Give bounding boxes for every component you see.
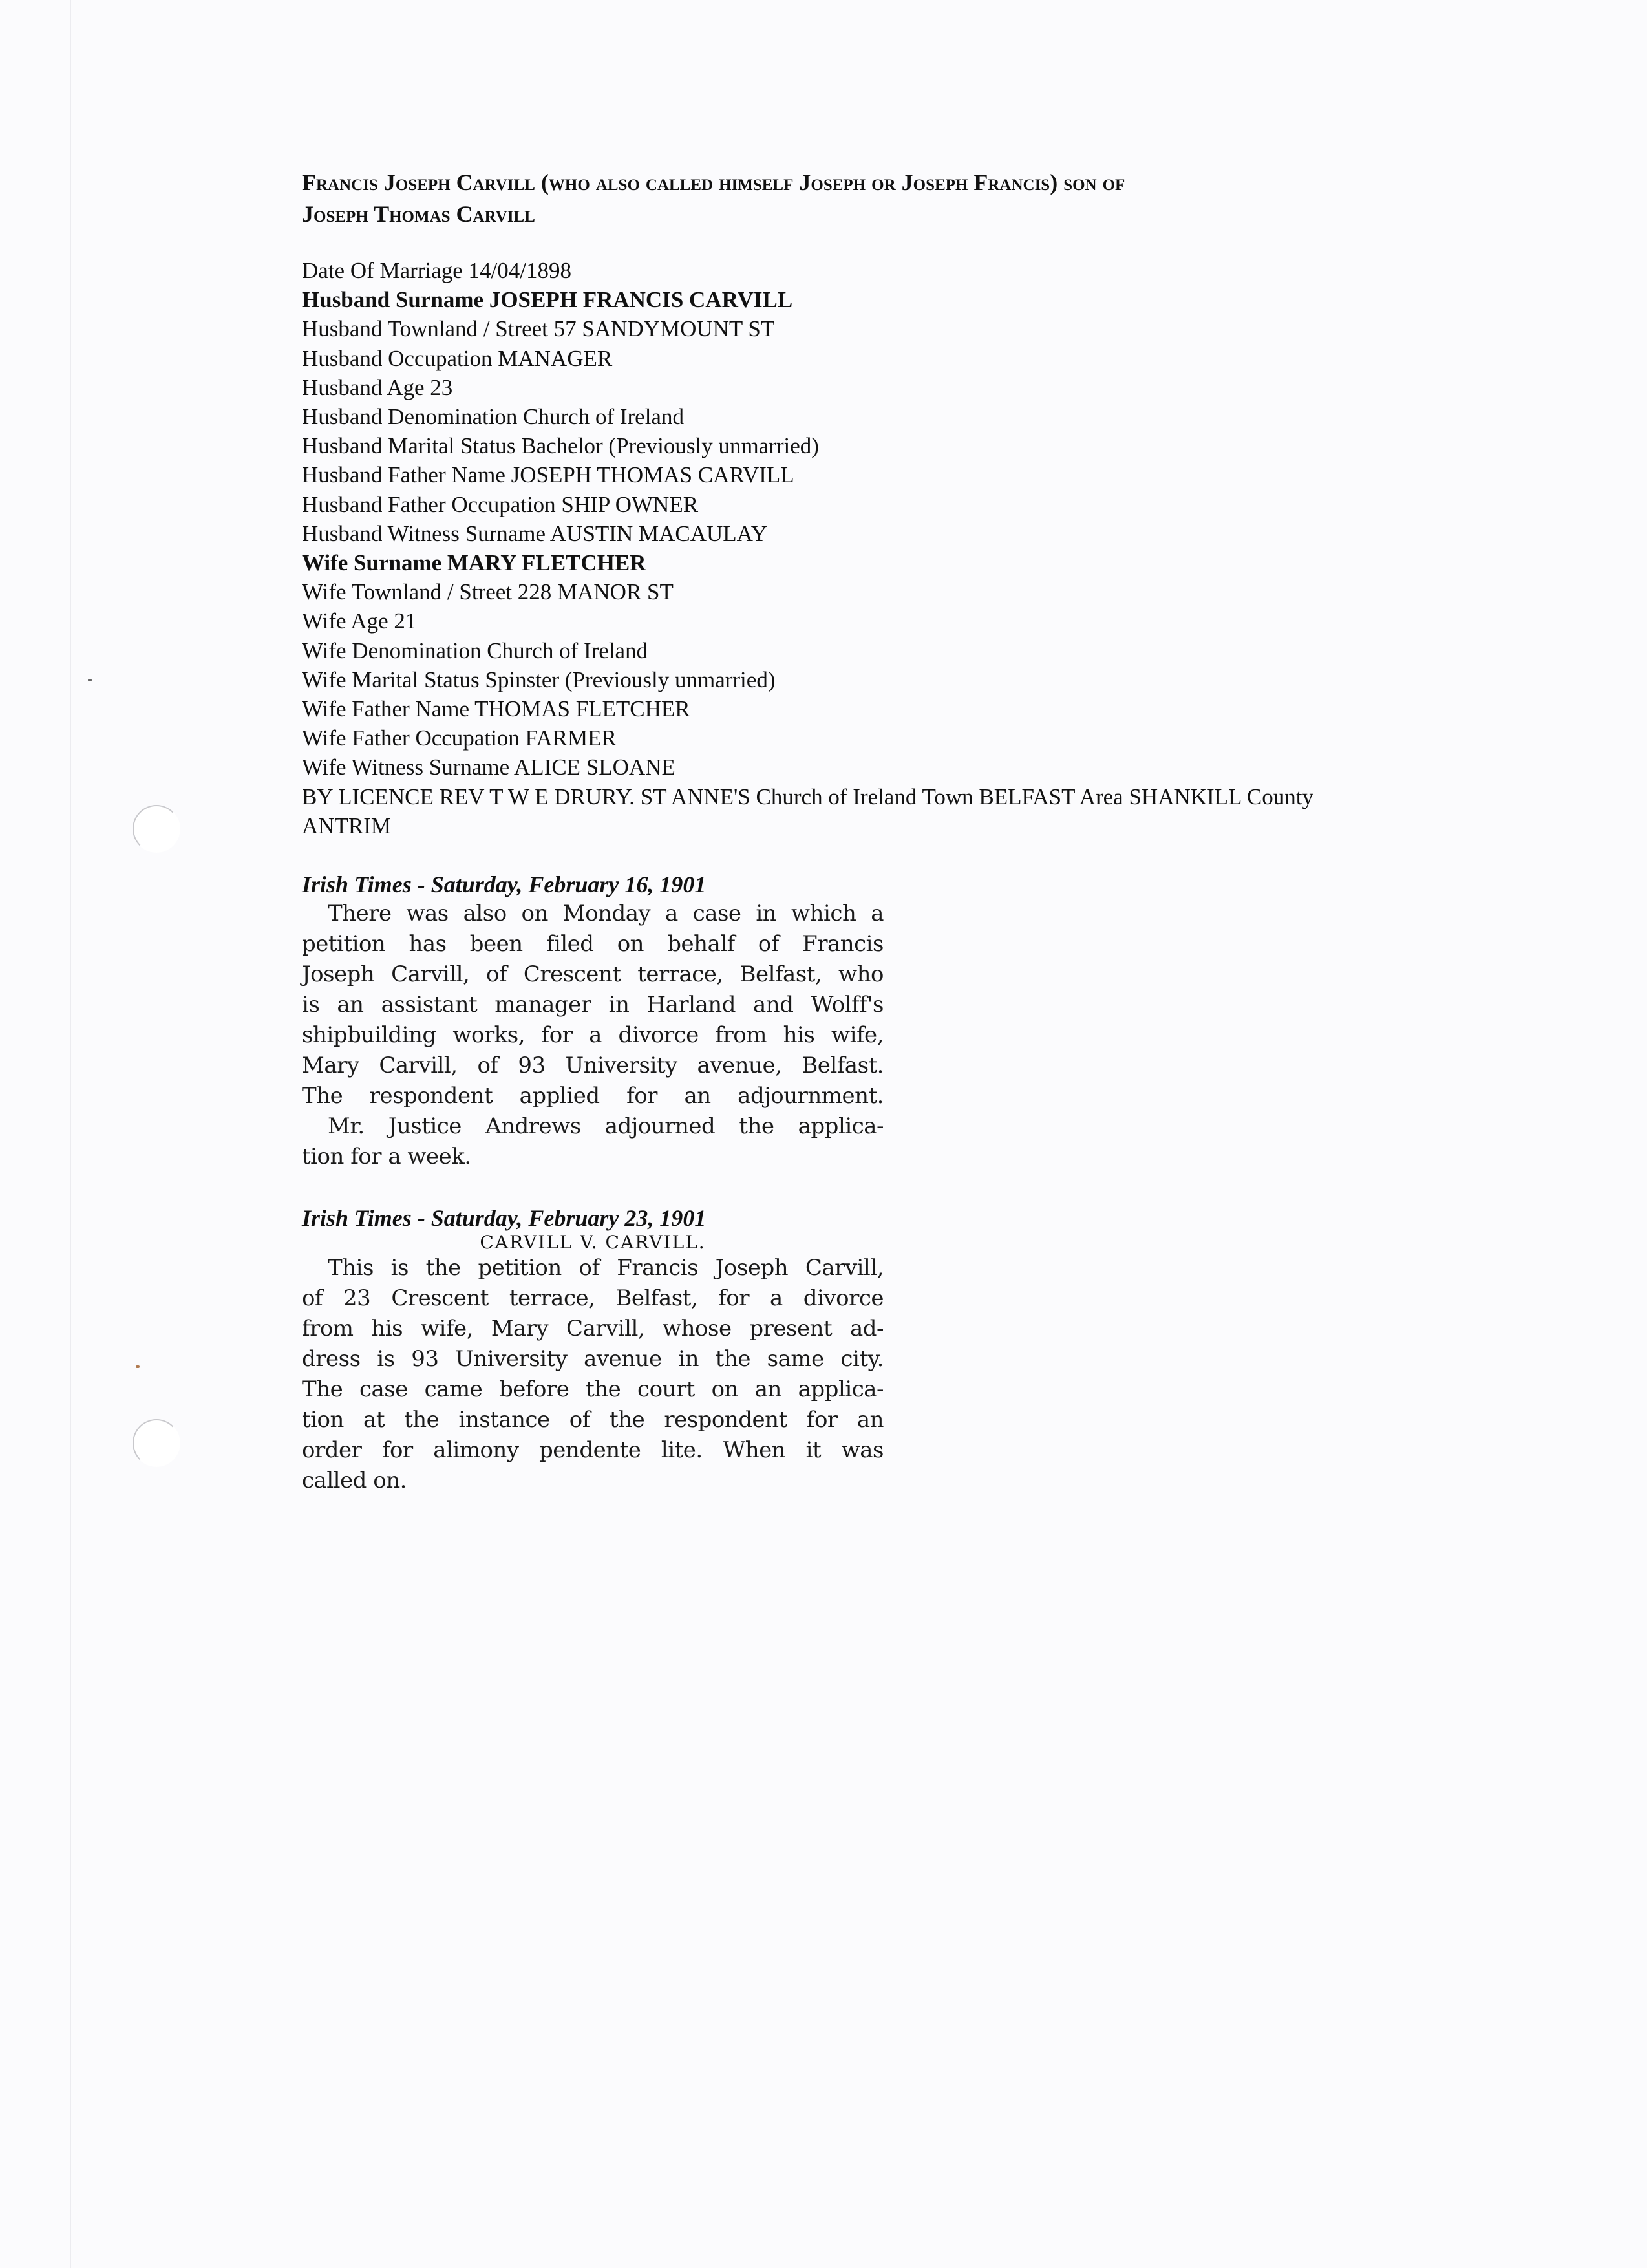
record-field: Date Of Marriage 14/04/1898	[302, 258, 571, 283]
clipping-line: of 23 Crescent terrace, Belfast, for a divorce	[302, 1285, 884, 1311]
clipping-line: dress is 93 University avenue in the same city.	[302, 1346, 884, 1372]
record-field: Wife Father Occupation FARMER	[302, 725, 617, 751]
clipping-line: The respondent applied for an adjournment.	[302, 1083, 884, 1109]
record-field: Husband Father Name JOSEPH THOMAS CARVILL	[302, 462, 794, 488]
record-field: Husband Marital Status Bachelor (Previously unmarried)	[302, 433, 819, 459]
clipping-line: from his wife, Mary Carvill, whose present ad-	[302, 1316, 884, 1342]
scan-speck	[88, 679, 92, 681]
punch-hole	[133, 805, 180, 853]
clipping-body	[302, 1253, 884, 1496]
clipping-line: tion for a week.	[302, 1144, 471, 1170]
punch-hole	[133, 1419, 180, 1467]
title-line: Joseph Thomas Carvill	[302, 201, 535, 227]
record-field: Wife Marital Status Spinster (Previously unmarried)	[302, 667, 776, 692]
record-field: Husband Age 23	[302, 374, 453, 400]
clipping-line: order for alimony pendente lite. When it was	[302, 1437, 884, 1463]
clipping-body	[302, 899, 884, 1172]
record-field: Wife Denomination Church of Ireland	[302, 637, 648, 663]
clipping-line: petition has been filed on behalf of Francis	[302, 931, 884, 957]
record-field: Husband Occupation MANAGER	[302, 345, 613, 371]
clipping-line: Mary Carvill, of 93 University avenue, Belfast.	[302, 1053, 884, 1078]
clipping-line: shipbuilding works, for a divorce from his wife,	[302, 1022, 884, 1048]
record-field: Wife Age 21	[302, 608, 417, 634]
clipping-line: Joseph Carvill, of Crescent terrace, Belfast, who	[302, 961, 884, 987]
record-field: Husband Witness Surname AUSTIN MACAULAY	[302, 520, 767, 546]
clipping-caption: CARVILL V. CARVILL.	[480, 1232, 706, 1253]
clipping-line: There was also on Monday a case in which a	[328, 901, 884, 926]
clipping-source: Irish Times - Saturday, February 16, 1901	[302, 872, 707, 897]
record-field: Wife Father Name THOMAS FLETCHER	[302, 696, 690, 722]
clipping-line: Mr. Justice Andrews adjourned the applica-	[328, 1113, 884, 1139]
record-field: Wife Witness Surname ALICE SLOANE	[302, 754, 675, 780]
licence-details: BY LICENCE REV T W E DRURY. ST ANNE'S Church of Ireland Town BELFAST Area SHANKILL County ANTRIM	[302, 784, 1313, 839]
clipping-source: Irish Times - Saturday, February 23, 1901	[302, 1205, 707, 1231]
clipping-line: tion at the instance of the respondent for an	[302, 1407, 884, 1433]
newspaper-clipping-feb23	[302, 1204, 884, 1496]
page-edge	[70, 0, 71, 2268]
record-field: Husband Denomination Church of Ireland	[302, 404, 684, 430]
clipping-line: called on.	[302, 1468, 407, 1493]
page-title	[302, 167, 1498, 230]
marriage-record	[302, 256, 1401, 840]
title-line: Francis Joseph Carvill (who also called himself Joseph or Joseph Francis) son of	[302, 169, 1125, 195]
newspaper-clipping-feb16	[302, 870, 884, 1172]
clipping-line: is an assistant manager in Harland and Wolff's	[302, 992, 884, 1018]
record-field: Wife Townland / Street 228 MANOR ST	[302, 579, 674, 605]
scan-speck	[136, 1365, 140, 1368]
clipping-line: The case came before the court on an applica-	[302, 1376, 884, 1402]
record-field: Husband Surname JOSEPH FRANCIS CARVILL	[302, 287, 793, 313]
record-field: Husband Father Occupation SHIP OWNER	[302, 491, 699, 517]
clipping-line: This is the petition of Francis Joseph Carvill,	[328, 1255, 884, 1281]
record-field: Wife Surname MARY FLETCHER	[302, 550, 646, 576]
record-field: Husband Townland / Street 57 SANDYMOUNT ST	[302, 316, 775, 342]
